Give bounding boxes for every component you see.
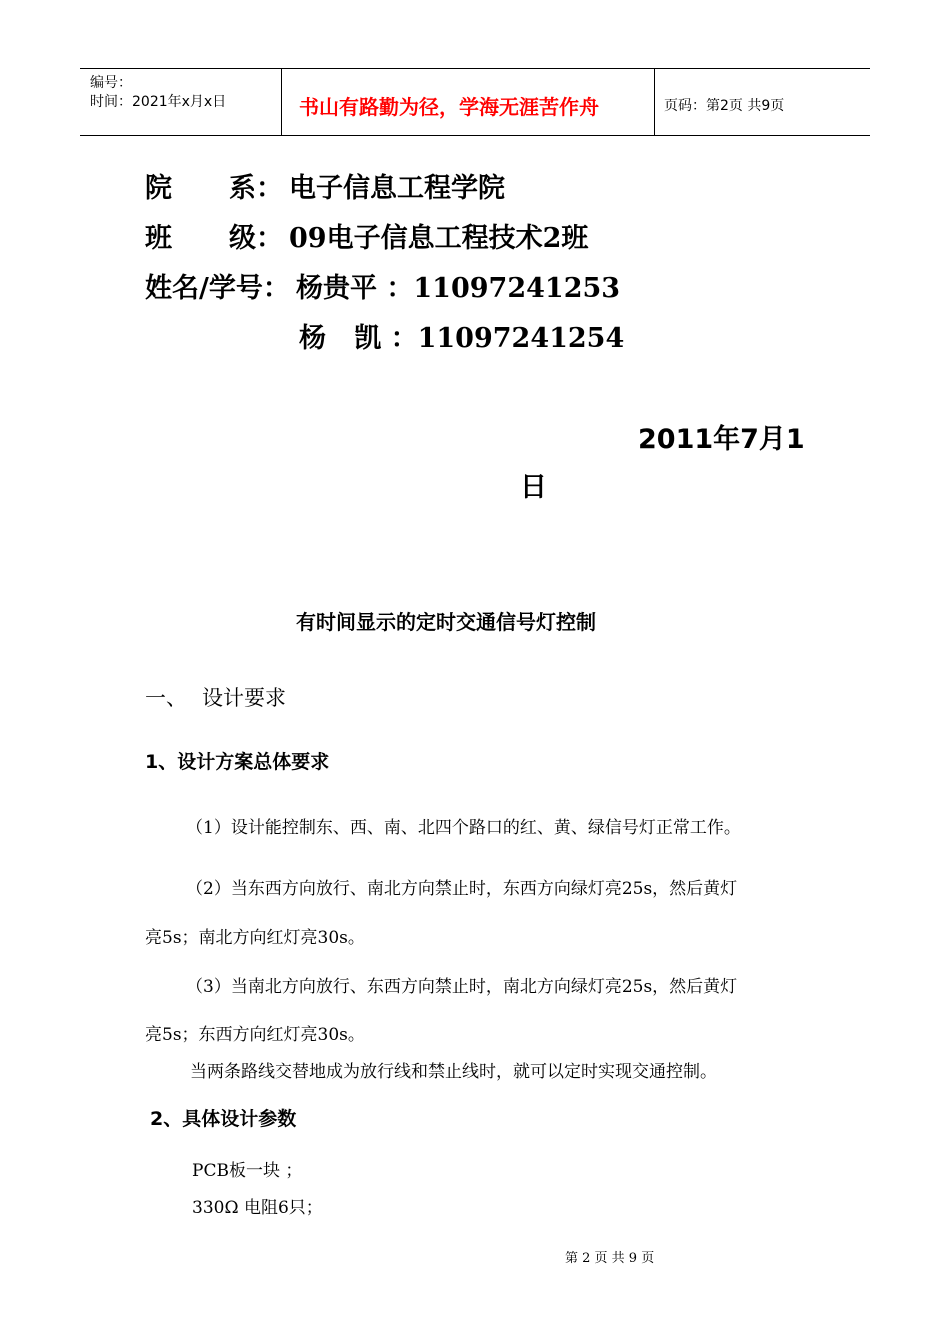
header-motto: 书山有路勤为径，学海无涯苦作舟 xyxy=(299,95,599,119)
class-label-1: 班 xyxy=(145,223,172,254)
dept-label-2: 系： xyxy=(229,173,283,204)
header-bottom-rule xyxy=(80,135,870,136)
header-top-rule xyxy=(80,68,870,69)
class-label-2: 级： xyxy=(229,223,283,254)
header-number-label: 编号： xyxy=(90,75,132,91)
header-divider-left xyxy=(281,68,282,136)
student-1: 杨贵平 ：11097241253 xyxy=(296,273,621,304)
dept-value: 电子信息工程学院 xyxy=(289,173,505,204)
requirement-1: （1）设计能控制东、西、南、北四个路口的红、黄、绿信号灯正常工作。 xyxy=(186,818,741,838)
requirement-3-line-1: （3）当南北方向放行、东西方向禁止时，南北方向绿灯亮25s，然后黄灯 xyxy=(186,977,738,997)
param-resistor: 330Ω 电阻6只； xyxy=(192,1198,323,1218)
header-time-label: 时间：2021年x月x日 xyxy=(90,94,227,110)
header-page-info: 页码：第2页 共9页 xyxy=(664,98,785,114)
requirement-2-line-2: 亮5s；南北方向红灯亮30s。 xyxy=(145,928,365,948)
date-line-2: 日 xyxy=(520,472,547,503)
document-title: 有时间显示的定时交通信号灯控制 xyxy=(296,610,596,634)
header-divider-right xyxy=(654,68,655,136)
section-heading-number: 一、 xyxy=(145,686,187,710)
requirement-2-line-1: （2）当东西方向放行、南北方向禁止时，东西方向绿灯亮25s，然后黄灯 xyxy=(186,879,738,899)
class-value: 09电子信息工程技术2班 xyxy=(289,223,589,254)
student-2: 杨 凯 ：11097241254 xyxy=(299,323,625,354)
requirement-summary: 当两条路线交替地成为放行线和禁止线时，就可以定时实现交通控制。 xyxy=(190,1062,717,1082)
requirement-3-line-2: 亮5s；东西方向红灯亮30s。 xyxy=(145,1025,365,1045)
subsection-1-heading: 1、设计方案总体要求 xyxy=(145,751,330,773)
subsection-2-heading: 2、具体设计参数 xyxy=(150,1108,297,1130)
section-heading-text: 设计要求 xyxy=(202,686,286,710)
page-footer: 第 2 页 共 9 页 xyxy=(565,1251,655,1266)
param-pcb: PCB板一块 ； xyxy=(192,1161,303,1181)
date-line-1: 2011年7月1 xyxy=(638,424,805,455)
dept-label-1: 院 xyxy=(145,173,172,204)
name-label: 姓名/学号： xyxy=(145,273,290,304)
